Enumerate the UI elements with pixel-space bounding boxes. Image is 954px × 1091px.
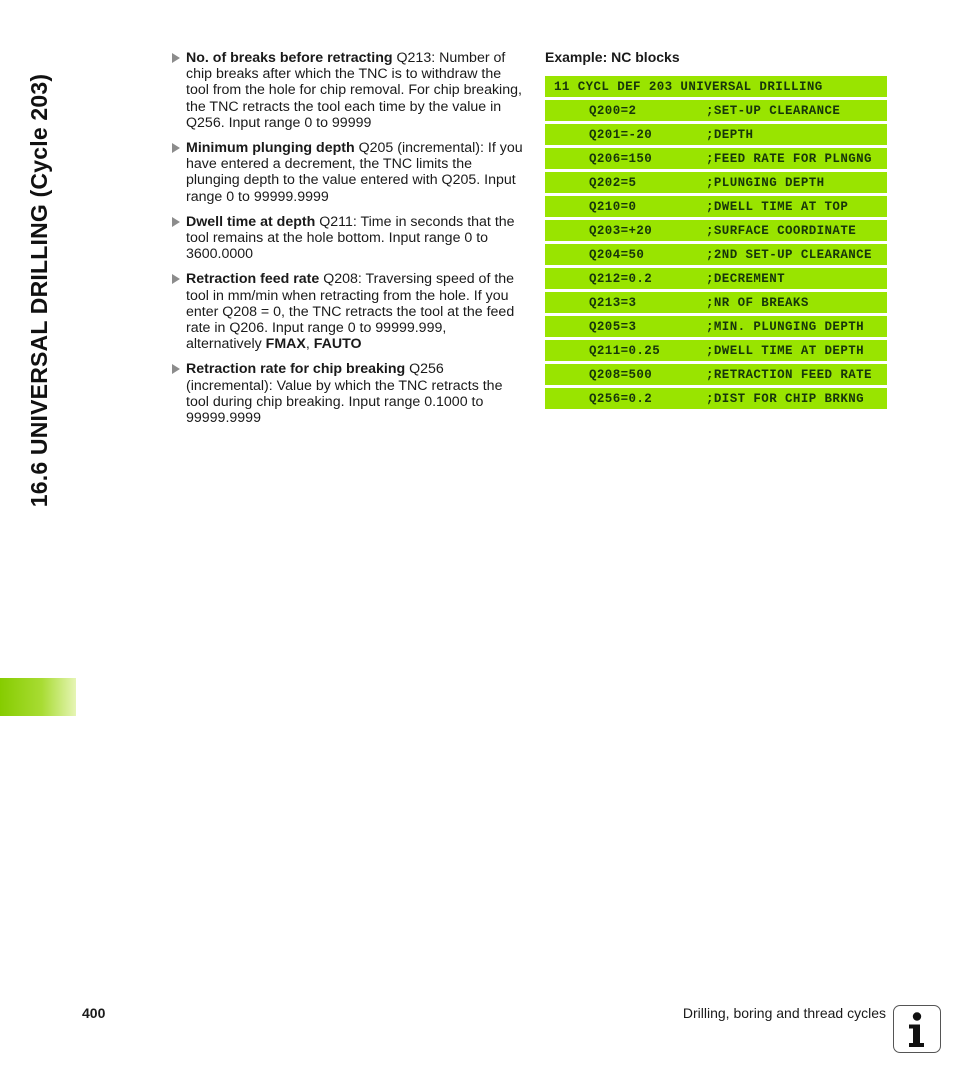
parameter-list (172, 50, 524, 435)
nc-code: Q205=3 (589, 319, 637, 334)
nc-comment: ;DWELL TIME AT TOP (706, 199, 849, 214)
triangle-bullet-icon (172, 274, 180, 284)
nc-code: Q203=+20 (589, 223, 653, 238)
nc-code: Q213=3 (589, 295, 637, 310)
nc-block-row (545, 196, 887, 217)
nc-code: Q256=0.2 (589, 391, 653, 406)
nc-block-row (545, 172, 887, 193)
chapter-tab-marker (0, 678, 76, 716)
parameter-name: Retraction rate for chip breaking (186, 361, 406, 378)
triangle-bullet-icon (172, 364, 180, 374)
triangle-bullet-icon (172, 53, 180, 63)
nc-comment: ;RETRACTION FEED RATE (706, 367, 872, 382)
nc-comment: ;SURFACE COORDINATE (706, 223, 857, 238)
nc-block-row (545, 316, 887, 337)
nc-block-row (545, 292, 887, 313)
nc-comment: ;SET-UP CLEARANCE (706, 103, 841, 118)
nc-comment: ;2ND SET-UP CLEARANCE (706, 247, 872, 262)
parameter-item (172, 271, 524, 352)
fmax-keyword: FMAX (265, 336, 306, 353)
nc-comment: ;DEPTH (706, 127, 754, 142)
nc-comment: ;DIST FOR CHIP BRKNG (706, 391, 865, 406)
nc-block-row (545, 124, 887, 145)
parameter-description: Q205 (incremental): If you have entered a decrement, the TNC limits the plunging depth to the value entered with Q205. Input range 0 to 99999.9999 (186, 140, 523, 205)
fauto-keyword: FAUTO (313, 336, 362, 353)
parameter-name: No. of breaks before retracting (186, 50, 393, 66)
nc-code: Q211=0.25 (589, 343, 661, 358)
nc-block-row (545, 268, 887, 289)
info-icon (893, 1005, 941, 1053)
nc-code: Q200=2 (589, 103, 637, 118)
parameter-description: Q211: Time in seconds that the tool remains at the hole bottom. Input range 0 to 3600.0000 (186, 213, 515, 263)
example-heading: Example: NC blocks (545, 49, 680, 65)
parameter-name: Minimum plunging depth (186, 140, 355, 157)
nc-comment: ;NR OF BREAKS (706, 295, 809, 310)
parameter-name: Retraction feed rate (186, 271, 320, 288)
footer-chapter-title: Drilling, boring and thread cycles (682, 1005, 886, 1021)
chapter-side-title-text: 16.6 UNIVERSAL DRILLING (Cycle 203) (26, 73, 53, 507)
nc-comment: ;DWELL TIME AT DEPTH (706, 343, 865, 358)
nc-block-list (545, 76, 887, 412)
keyword-separator: , (305, 336, 314, 353)
nc-comment: ;MIN. PLUNGING DEPTH (706, 319, 865, 334)
page-number: 400 (82, 1005, 106, 1021)
nc-code: Q212=0.2 (589, 271, 653, 286)
nc-code: Q206=150 (589, 151, 653, 166)
nc-block-row (545, 100, 887, 121)
nc-code: Q204=50 (589, 247, 645, 262)
nc-header-line: 11 CYCL DEF 203 UNIVERSAL DRILLING (554, 79, 823, 94)
parameter-item (172, 361, 524, 426)
triangle-bullet-icon (172, 143, 180, 153)
parameter-item (172, 140, 524, 205)
parameter-description: Q256 (incremental): Value by which the TNC retracts the tool during chip breaking. Input range 0.1000 to 99999.9999 (186, 361, 503, 427)
nc-code: Q208=500 (589, 367, 653, 382)
nc-comment: ;FEED RATE FOR PLNGNG (706, 151, 872, 166)
triangle-bullet-icon (172, 217, 180, 227)
chapter-side-title (20, 55, 60, 525)
nc-block-row (545, 340, 887, 361)
nc-block-row (545, 220, 887, 241)
nc-block-header (545, 76, 887, 97)
nc-code: Q201=-20 (589, 127, 653, 142)
nc-block-row (545, 388, 887, 409)
parameter-description: Q208: Traversing speed of the tool in mm/min when retracting from the hole. If you enter Q208 = 0, the TNC retracts the tool at the feed rate in Q206. Input range 0 to 99999.999, alternatively (186, 271, 515, 353)
nc-block-row (545, 364, 887, 385)
parameter-item (172, 50, 524, 131)
parameter-description: Q213: Number of chip breaks after which the TNC is to withdraw the tool from the hole for chip removal. For chip breaking, the TNC retracts the tool each time by the value in Q256. Input range 0 to 99999 (186, 50, 522, 131)
nc-block-row (545, 148, 887, 169)
nc-comment: ;PLUNGING DEPTH (706, 175, 825, 190)
parameter-name: Dwell time at depth (186, 213, 316, 230)
nc-comment: ;DECREMENT (706, 271, 786, 286)
parameter-item (172, 214, 524, 263)
nc-block-row (545, 244, 887, 265)
nc-code: Q210=0 (589, 199, 637, 214)
nc-code: Q202=5 (589, 175, 637, 190)
